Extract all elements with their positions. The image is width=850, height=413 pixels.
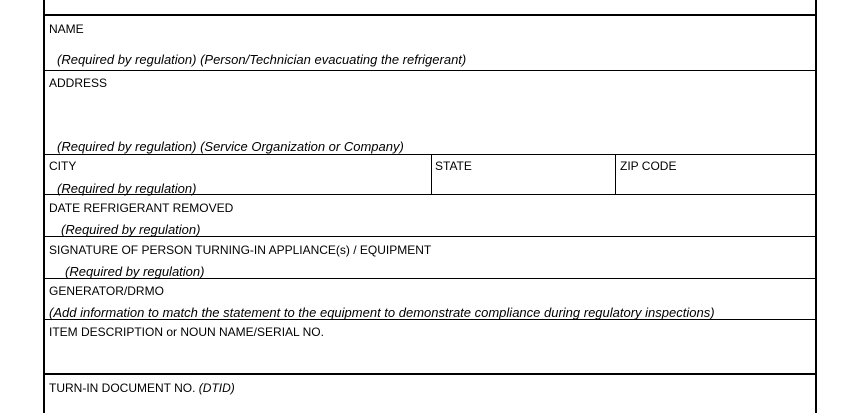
date-removed-label: DATE REFRIGERANT REMOVED [49,201,234,215]
signature-label: SIGNATURE OF PERSON TURNING-IN APPLIANCE(s) / EQUIPMENT [49,243,432,257]
turn-in-document-label-text: TURN-IN DOCUMENT NO. [49,381,196,395]
name-note: (Required by regulation) (Person/Technician evacuating the refrigerant) [57,52,467,67]
generator-label: GENERATOR/DRMO [49,284,164,298]
signature-note: (Required by regulation) [65,264,205,279]
refrigerant-form [43,0,817,413]
dtid-label: (DTID) [198,381,235,395]
address-note: (Required by regulation) (Service Organization or Company) [57,139,404,154]
item-description-field[interactable] [45,320,815,373]
city-note: (Required by regulation) [57,181,197,196]
state-field[interactable] [432,155,615,194]
address-label: ADDRESS [49,76,108,90]
name-label: NAME [49,22,84,36]
state-label: STATE [435,159,472,173]
zip-code-label: ZIP CODE [620,159,677,173]
generator-note: (Add information to match the statement to the equipment to demonstrate compliance during regulatory inspections) [49,305,715,320]
divider [45,70,815,71]
date-removed-note: (Required by regulation) [61,222,201,237]
zip-code-field[interactable] [616,155,815,194]
item-description-label: ITEM DESCRIPTION or NOUN NAME/SERIAL NO. [49,325,324,339]
city-label: CITY [49,159,77,173]
turn-in-document-field[interactable] [45,375,815,413]
